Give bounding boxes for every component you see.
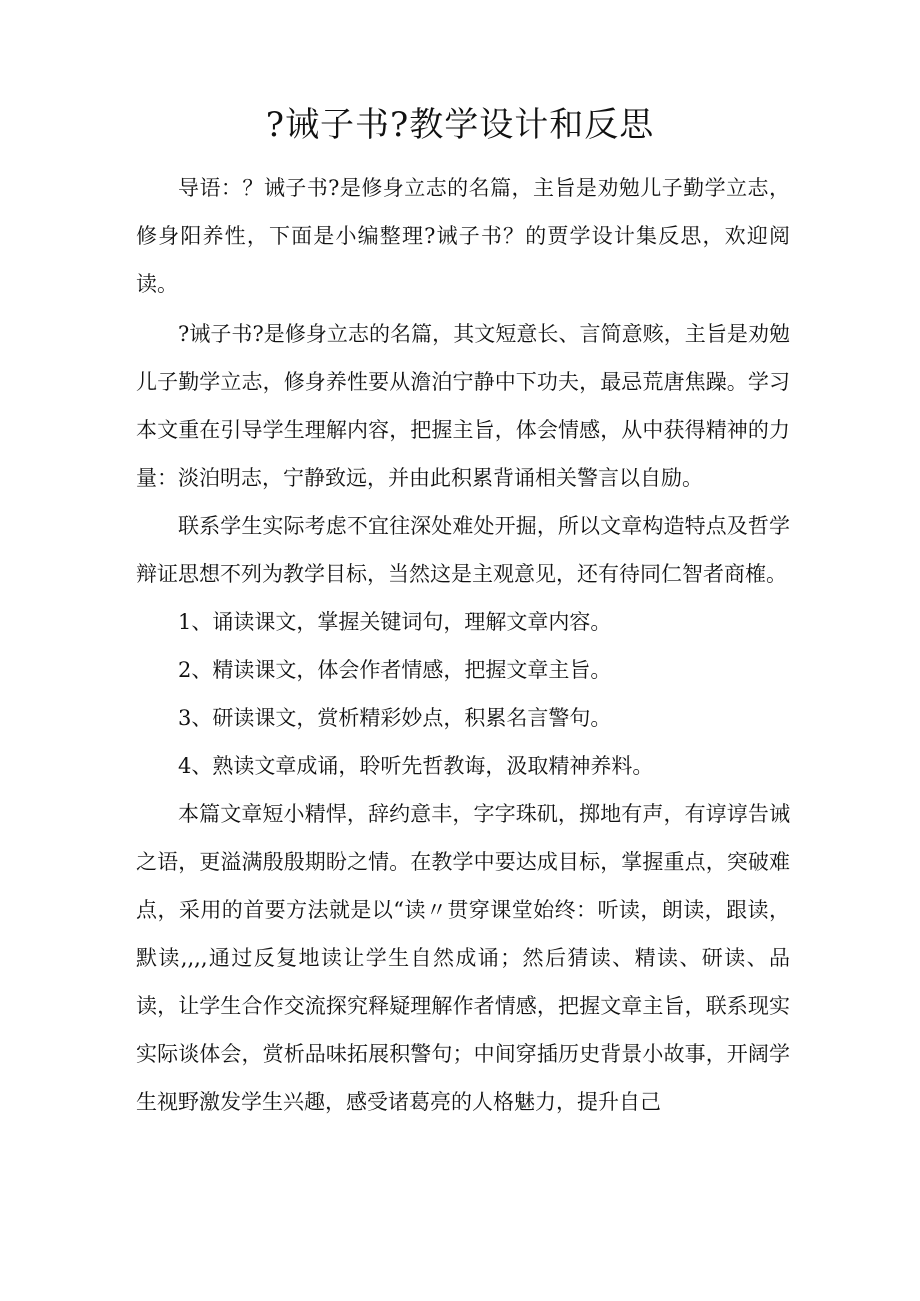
objective-item-1: 1、诵读课文，掌握关键词句，理解文章内容。: [178, 610, 612, 634]
objective-item-2: 2、精读课文，体会作者情感，把握文章主旨。: [178, 658, 612, 682]
scope-paragraph: 联系学生实际考虑不宜往深处难处开掘，所以文章构造特点及哲学辩证思想不列为教学目标，当然这是主观意见，还有待同仁智者商榷。: [136, 514, 790, 586]
document-title: ?诫子书?教学设计和反思: [265, 105, 655, 145]
objective-item-4: 4、熟读文章成诵，聆听先哲教诲，汲取精神养料。: [178, 754, 654, 778]
objective-item-3: 3、研读课文，赏析精彩妙点，积累名言警句。: [178, 706, 612, 730]
document-body: [136, 164, 790, 1126]
reflection-paragraph: 本篇文章短小精悍，辞约意丰，字字珠矶，掷地有声，有谆谆告诫之语，更溢满殷殷期盼之情。在教学中要达成目标，掌握重点，突破难点，采用的首要方法就是以“读〃贯穿课堂始终：听读，朗读，跟读，默读,,,,通过反复地读让学生自然成诵；然后猜读、精读、研读、品读，让学生合作交流探究释疑理解作者情感，把握文章主旨，联系现实实际谈体会，赏析品味拓展积警句；中间穿插历史背景小故事，开阔学生视野激发学生兴趣，感受诸葛亮的人格魅力，提升自己: [136, 802, 790, 1114]
intro-paragraph: 导语：？诫子书?是修身立志的名篇，主旨是劝勉儿子勤学立志，修身阳养性，下面是小编整理?诫子书？的贾学设计集反思，欢迎阅读。: [136, 176, 790, 296]
summary-paragraph: ?诫子书?是修身立志的名篇，其文短意长、言简意赅，主旨是劝勉儿子勤学立志，修身养性要从澹泊宁静中下功夫，最忌荒唐焦躁。学习本文重在引导学生理解内容，把握主旨，体会情感，从中获得精神的力量：淡泊明志，宁静致远，并由此积累背诵相关警言以自励。: [136, 322, 790, 490]
